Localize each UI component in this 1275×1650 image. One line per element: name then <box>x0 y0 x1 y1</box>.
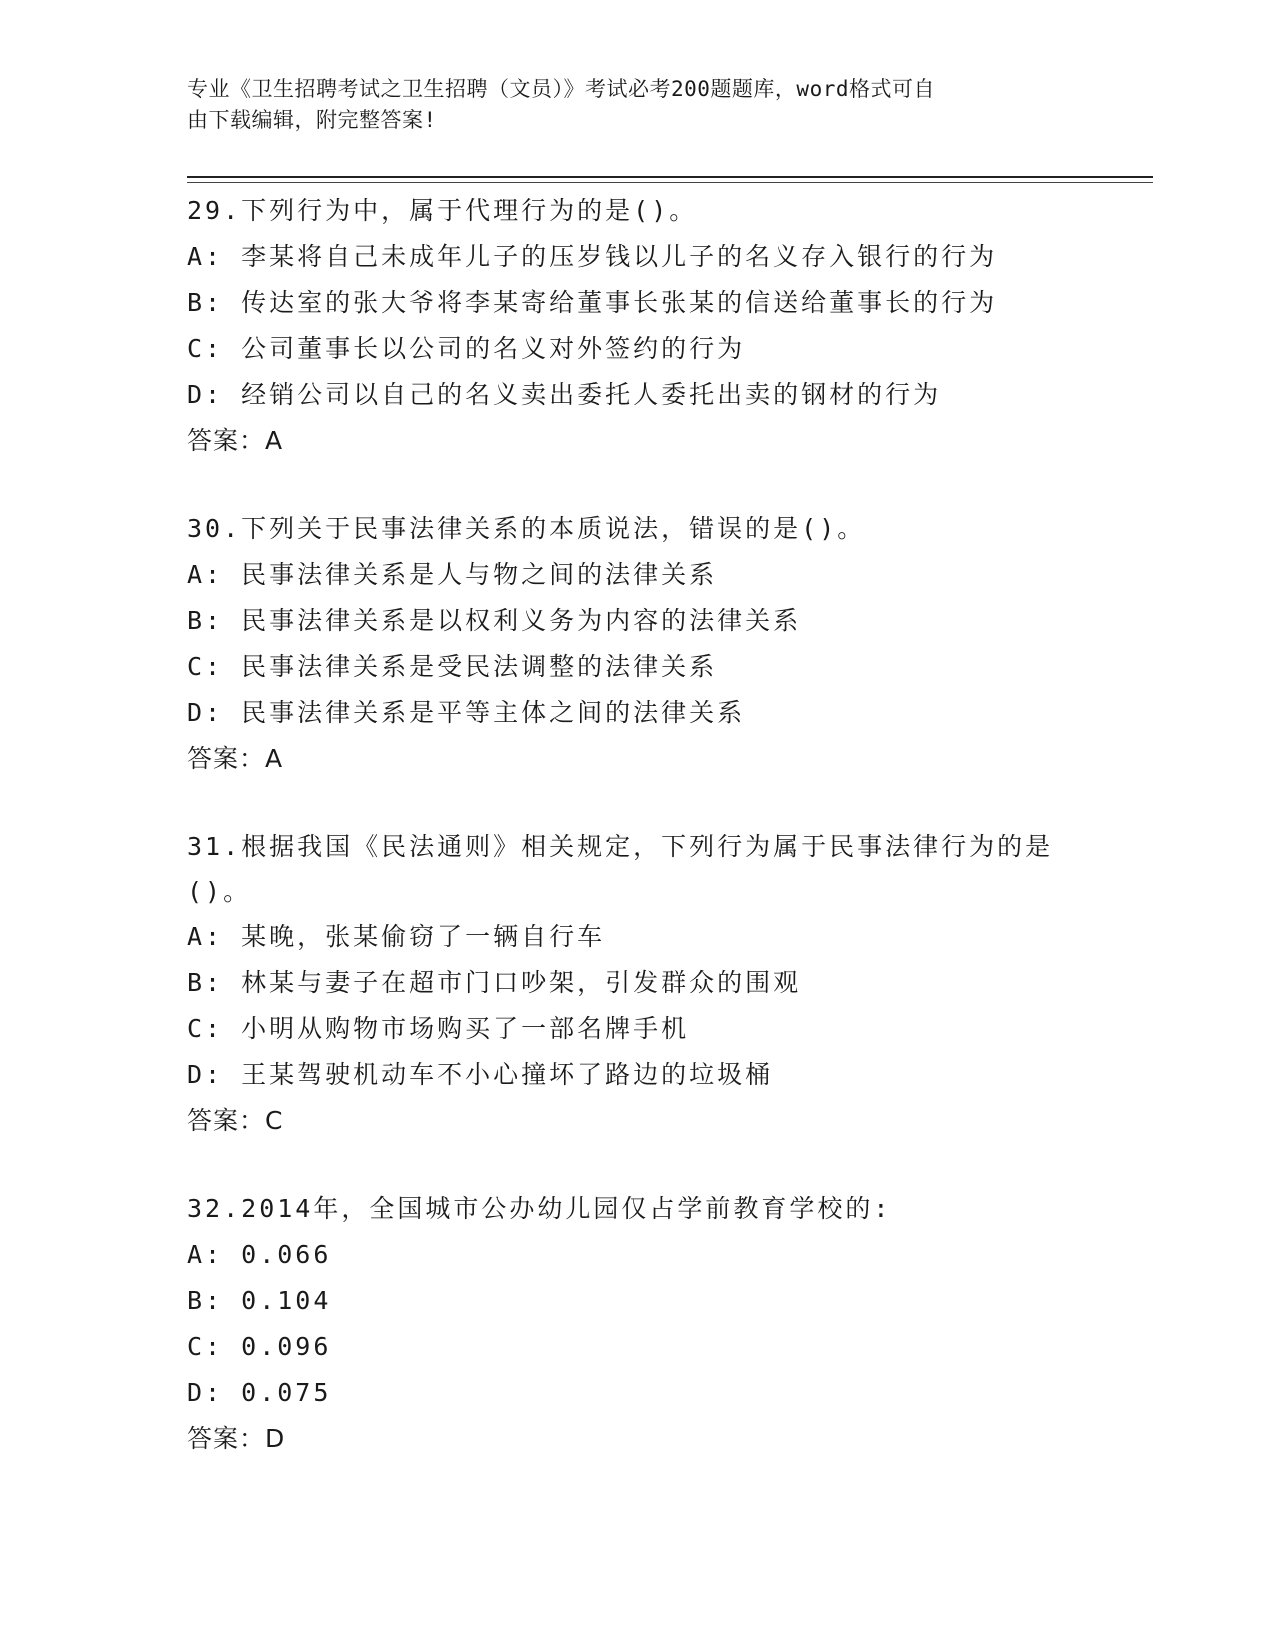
header-divider-thick <box>187 176 1153 178</box>
option-c: C: 小明从购物市场购买了一部名牌手机 <box>187 1014 690 1043</box>
option-d: D: 王某驾驶机动车不小心撞坏了路边的垃圾桶 <box>187 1060 774 1089</box>
question-31 <box>187 824 1107 1144</box>
answer-label: 答案：C <box>187 1106 284 1135</box>
option-c: C: 0.096 <box>187 1332 332 1361</box>
option-c: C: 民事法律关系是受民法调整的法律关系 <box>187 652 718 681</box>
option-b: B: 传达室的张大爷将李某寄给董事长张某的信送给董事长的行为 <box>187 288 998 317</box>
question-32 <box>187 1186 1107 1462</box>
answer-label: 答案：A <box>187 426 284 455</box>
option-d: D: 民事法律关系是平等主体之间的法律关系 <box>187 698 746 727</box>
option-b: B: 林某与妻子在超市门口吵架，引发群众的围观 <box>187 968 802 997</box>
option-b: B: 民事法律关系是以权利义务为内容的法律关系 <box>187 606 802 635</box>
header-line-2: 由下载编辑，附完整答案! <box>187 108 437 132</box>
answer-label: 答案：A <box>187 744 284 773</box>
question-list <box>187 188 1107 1504</box>
option-a: A: 李某将自己未成年儿子的压岁钱以儿子的名义存入银行的行为 <box>187 242 998 271</box>
option-a: A: 民事法律关系是人与物之间的法律关系 <box>187 560 718 589</box>
question-29 <box>187 188 1107 464</box>
question-stem: 32.2014年，全国城市公办幼儿园仅占学前教育学校的: <box>187 1194 892 1223</box>
option-d: D: 0.075 <box>187 1378 332 1407</box>
answer-label: 答案：D <box>187 1424 286 1453</box>
document-header <box>187 74 1087 136</box>
option-c: C: 公司董事长以公司的名义对外签约的行为 <box>187 334 746 363</box>
option-d: D: 经销公司以自己的名义卖出委托人委托出卖的钢材的行为 <box>187 380 942 409</box>
question-30 <box>187 506 1107 782</box>
header-divider-thin <box>187 182 1153 183</box>
option-a: A: 0.066 <box>187 1240 332 1269</box>
question-stem: 30.下列关于民事法律关系的本质说法，错误的是()。 <box>187 514 866 543</box>
question-stem: 29.下列行为中，属于代理行为的是()。 <box>187 196 698 225</box>
option-a: A: 某晚，张某偷窃了一辆自行车 <box>187 922 606 951</box>
header-line-1: 专业《卫生招聘考试之卫生招聘（文员）》考试必考200题题库，word格式可自 <box>187 77 935 101</box>
question-stem: 31.根据我国《民法通则》相关规定，下列行为属于民事法律行为的是()。 <box>187 832 1054 906</box>
option-b: B: 0.104 <box>187 1286 332 1315</box>
